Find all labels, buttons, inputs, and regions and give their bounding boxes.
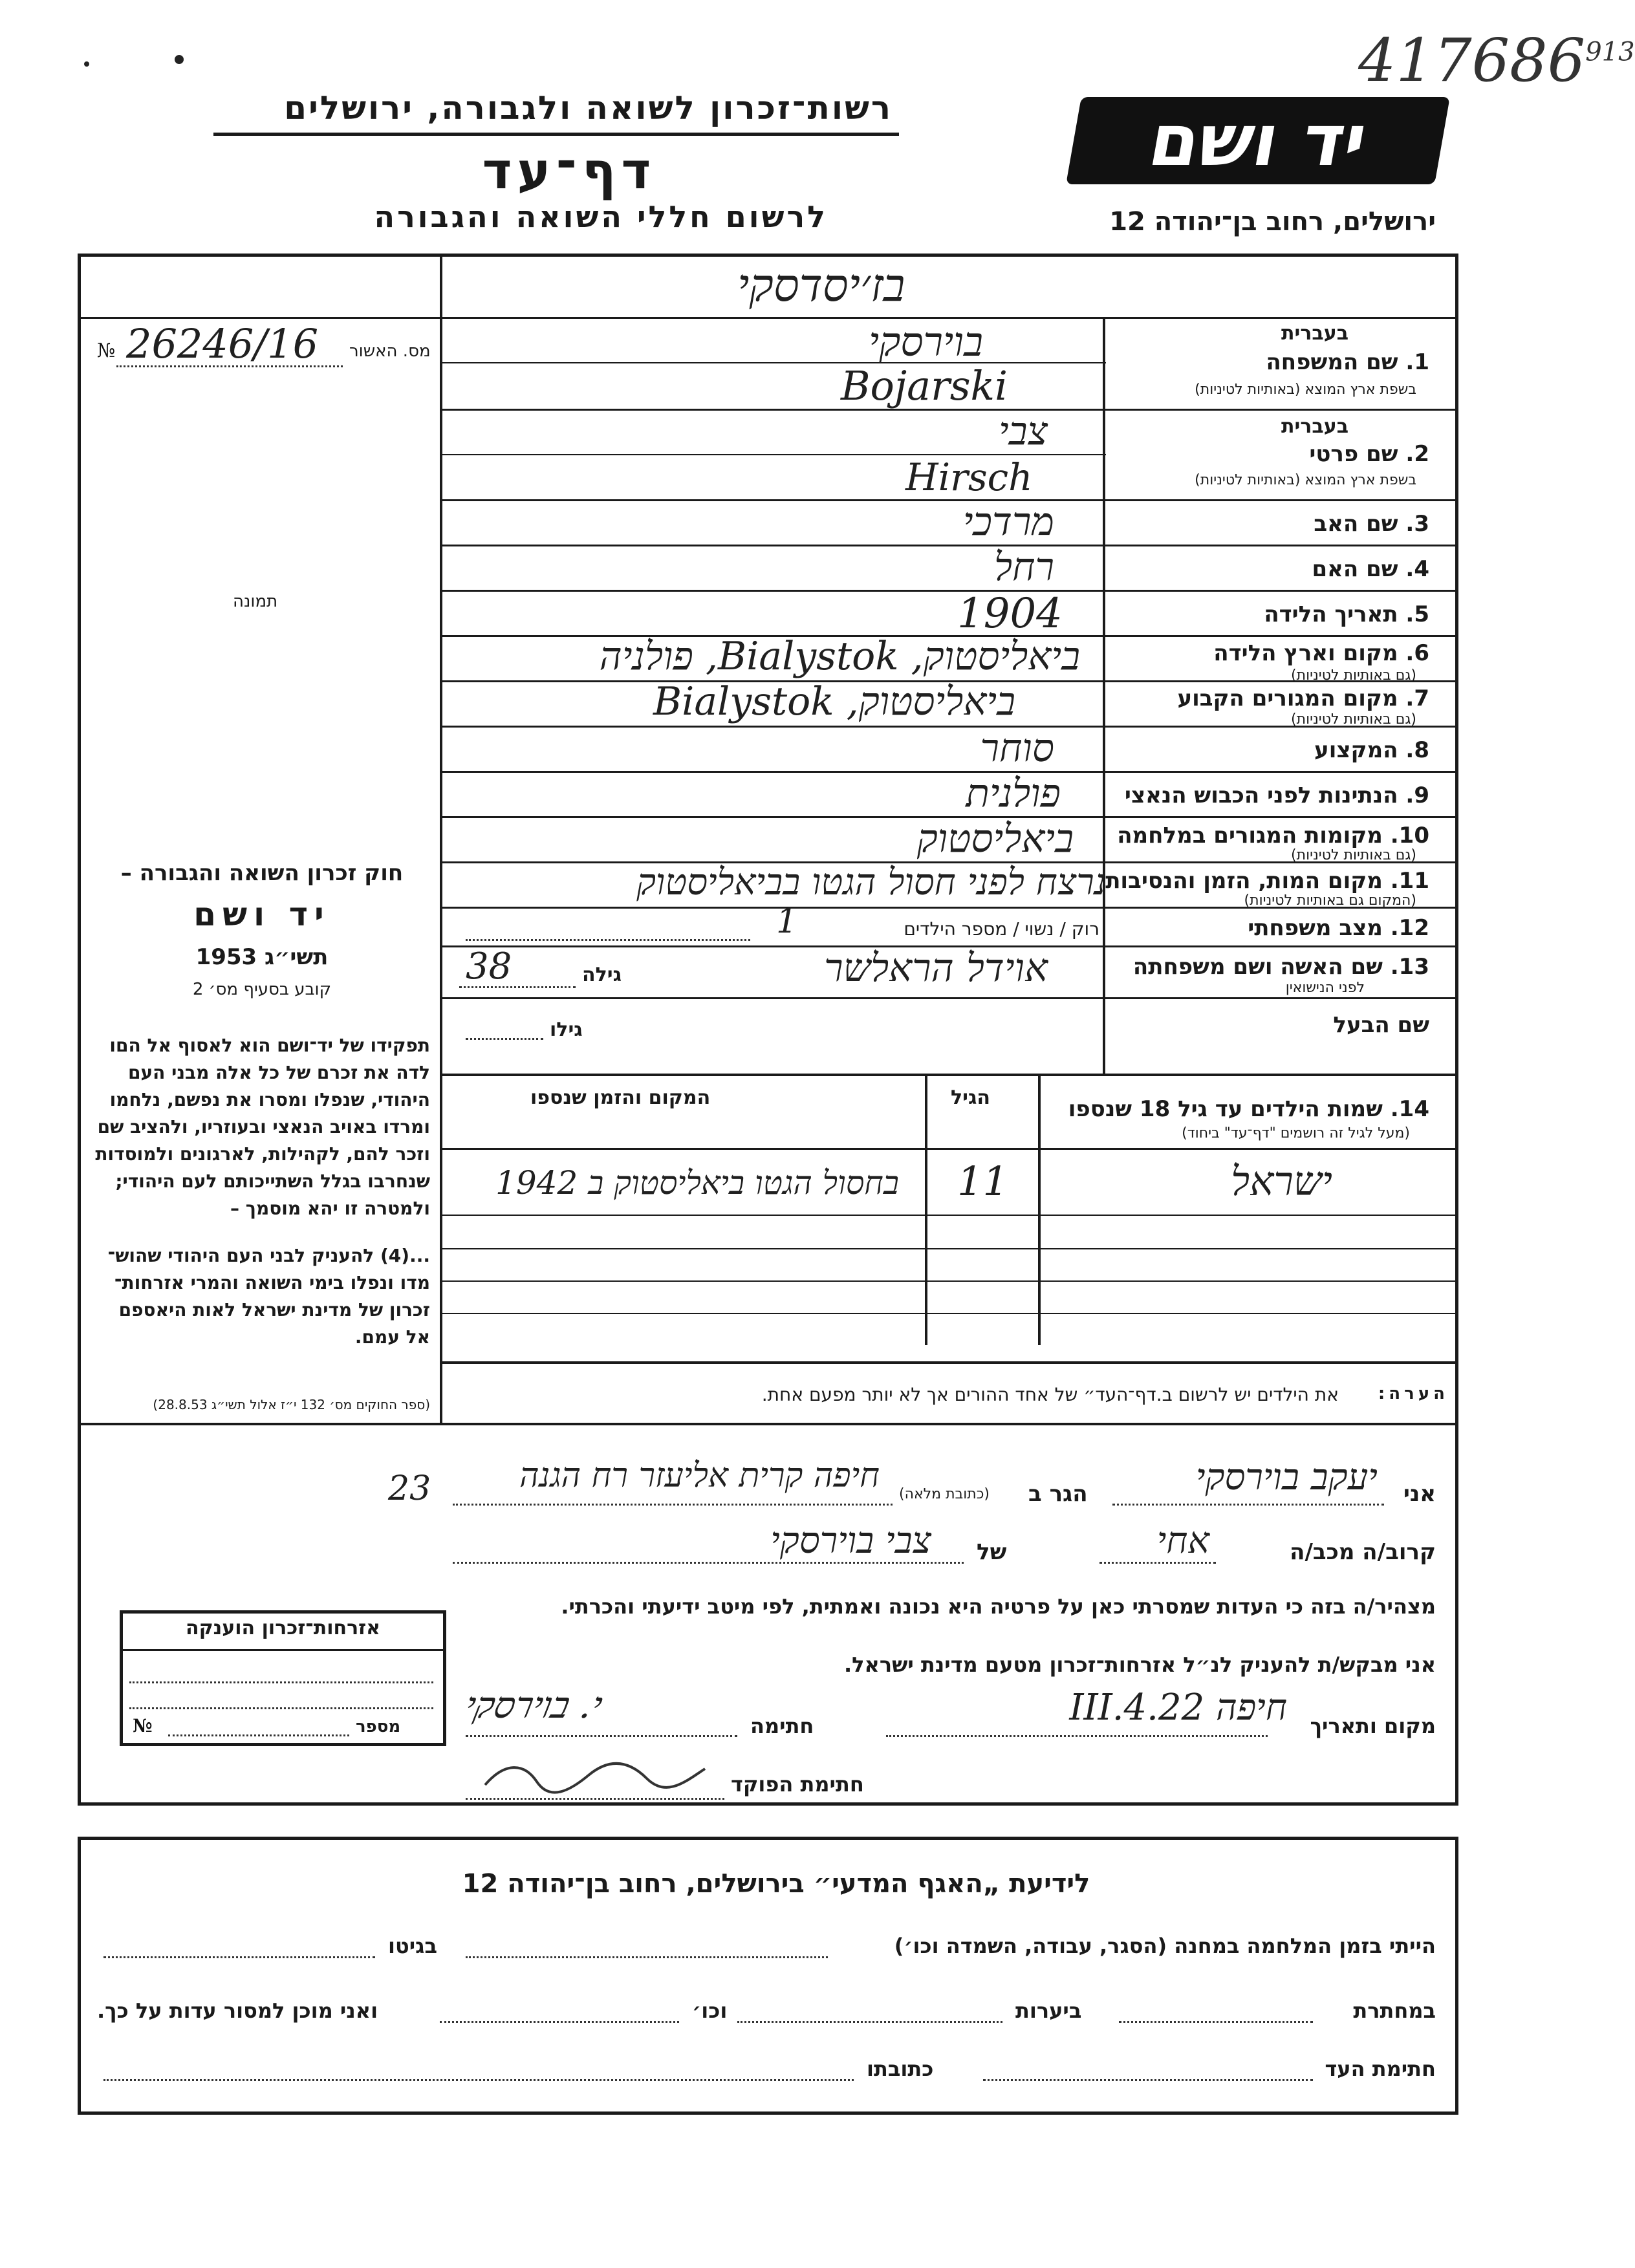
row-line bbox=[440, 1074, 1458, 1076]
field-9-num: 9. bbox=[1405, 783, 1429, 808]
field-1-sub: בשפת ארץ המוצא (באותיות לטיניות) bbox=[1195, 382, 1416, 398]
law-text-line: שנחרבו בגלל השתייכותם לעם היהודי; bbox=[115, 1171, 430, 1192]
law-text-line: אל עמם. bbox=[354, 1326, 430, 1348]
top-name: בז׳יסדסקי bbox=[737, 259, 905, 312]
children-col-line bbox=[1038, 1074, 1041, 1345]
field-4-num: 4. bbox=[1405, 556, 1429, 582]
field-13-age-dotline bbox=[459, 986, 576, 988]
children-label bbox=[1068, 1096, 1429, 1122]
decl-address-dotline bbox=[453, 1504, 893, 1506]
field-2-num: 2. bbox=[1405, 441, 1429, 467]
law-text-line: תפקידו של יד־ושם הוא לאסוף אל הםו bbox=[109, 1035, 430, 1056]
husband-age-label: גילו bbox=[550, 1019, 583, 1041]
children-sub: (מעל לגיל זה רושמים "דף־עד" ביחוד) bbox=[1182, 1125, 1410, 1141]
bottom-line3-dotline-2 bbox=[103, 2079, 854, 2081]
field-1-label-text: שם המשפחה bbox=[1266, 349, 1398, 375]
form-title: דף־עד bbox=[482, 142, 656, 200]
field-7-sub: (גם באותיות לטיניות) bbox=[1291, 711, 1416, 728]
children-row-line bbox=[440, 1215, 1458, 1216]
bottom-line1-dotline bbox=[466, 1956, 828, 1958]
top-name-underline bbox=[78, 317, 1458, 319]
field-11-sub: (המקום גם באותיות לטיניות) bbox=[1244, 892, 1416, 909]
decl-signature-label: חתימה bbox=[750, 1714, 814, 1738]
scan-mark bbox=[84, 61, 89, 67]
field-3-label bbox=[1314, 511, 1429, 537]
field-12-label-text: מצב משפחתי bbox=[1248, 915, 1383, 941]
bottom-line2-dotline-2 bbox=[737, 2021, 1002, 2023]
field-8-num: 8. bbox=[1405, 737, 1429, 763]
bottom-line3-a: חתימת העד bbox=[1325, 2057, 1436, 2081]
archive-number: 417686$^{913}$ bbox=[1358, 26, 1635, 95]
citizenship-box-num-dotline bbox=[168, 1734, 349, 1736]
field-7-value: ביאליסטוק, Bialystok bbox=[653, 679, 1015, 724]
decl-of-value: צבי בוירסקי bbox=[770, 1520, 931, 1562]
field-13-sub: לפני הנישואין bbox=[1285, 980, 1365, 996]
field-5-value: 1904 bbox=[957, 590, 1063, 638]
bottom-line2-dotline-3 bbox=[440, 2021, 679, 2023]
field-13-value: אוידל הראלשר bbox=[824, 945, 1048, 991]
officer-signature bbox=[479, 1756, 711, 1795]
law-text-line: ...(4) להעניק לבני העם היהודי שהוש־ bbox=[107, 1245, 430, 1266]
field-3-value: מרדכי bbox=[962, 499, 1054, 545]
field-6-label bbox=[1213, 640, 1429, 666]
field-9-label-text: הנתינות לפני הכבוש הנאצי bbox=[1124, 783, 1398, 808]
field-5-label bbox=[1264, 601, 1429, 627]
field-13-age-label: גילה bbox=[582, 964, 622, 986]
decl-name-dotline bbox=[1112, 1504, 1384, 1506]
citizenship-box-dotline bbox=[129, 1681, 433, 1683]
field-10-num: 10. bbox=[1390, 823, 1429, 848]
archive-number-super: 913 bbox=[1585, 37, 1635, 67]
decl-relative-label: קרוב/ה מכב/ה bbox=[1290, 1539, 1436, 1565]
note-text: את הילדים יש לרשום ב.דף־העד״ של אחד ההורים אך לא יותר מפעם אחת. bbox=[761, 1384, 1339, 1405]
scan-mark bbox=[175, 55, 184, 64]
decl-statement-2: אני מבקש/ת להעניק לנ״ל אזרחות־זכרון מטעם מדינת ישראל. bbox=[844, 1652, 1436, 1677]
field-5-label-text: תאריך הלידה bbox=[1264, 601, 1398, 627]
decl-lives-at: הגר ב bbox=[1028, 1481, 1088, 1507]
field-8-value: סוחר bbox=[980, 726, 1054, 771]
field-8-label-text: המקצוע bbox=[1314, 737, 1398, 763]
field-3-label-text: שם האב bbox=[1314, 511, 1398, 537]
field-3-num: 3. bbox=[1405, 511, 1429, 537]
logo bbox=[1066, 97, 1450, 184]
decl-relation-value: אחי bbox=[1156, 1520, 1209, 1562]
field-9-value: פולנית bbox=[966, 771, 1061, 816]
law-text-line: לדה את זכרם של כל אלה מבני העם bbox=[128, 1062, 430, 1083]
law-year: תשי״ג 1953 bbox=[195, 944, 329, 970]
field-8-label bbox=[1314, 737, 1429, 763]
decl-statement-1: מצהיר/ה בזה כי העדות שמסרתי כאן על פרטיה היא נכונה ואמתית, לפי מיטב ידיעתי והכרתי. bbox=[561, 1594, 1436, 1619]
decl-officer-label: חתימת הפוקד bbox=[731, 1772, 864, 1797]
field-1-tag: בעברית bbox=[1281, 322, 1348, 345]
decl-of-dotline bbox=[453, 1562, 964, 1564]
children-row-line bbox=[440, 1313, 1458, 1314]
field-13-age-value: 38 bbox=[466, 945, 512, 988]
note-label: הערה: bbox=[1378, 1384, 1449, 1403]
law-name: יד ושם bbox=[193, 896, 330, 933]
field-7-label-text: מקום המגורים הקבוע bbox=[1177, 686, 1398, 711]
bottom-line2-a: במחתרת bbox=[1353, 1998, 1436, 2023]
permit-dotline bbox=[116, 365, 343, 367]
law-text-line: מדו ונפלו בימי השואה והמרי אזרחות־ bbox=[114, 1272, 430, 1293]
field-4-value: רחל bbox=[993, 545, 1054, 590]
decl-address-hint: (כתובת מלאה) bbox=[899, 1486, 990, 1502]
husband-age-dotline bbox=[466, 1038, 543, 1040]
field-4-label bbox=[1312, 556, 1429, 582]
address: ירושלים, רחוב בן־יהודה 12 bbox=[1109, 207, 1436, 237]
frame-top bbox=[78, 254, 1458, 257]
decl-signature-dotline bbox=[466, 1735, 737, 1737]
field-10-label-text: מקומות המגורים במלחמה bbox=[1117, 823, 1383, 848]
frame-right bbox=[1455, 254, 1458, 1806]
children-num: 14. bbox=[1390, 1096, 1429, 1122]
frame-left bbox=[78, 254, 81, 1806]
row-line bbox=[440, 771, 1458, 773]
law-text-line: ולמטרה זו יהא מוסמך – bbox=[230, 1198, 430, 1219]
field-12-status-text: רוק / נשוי / מספר הילדים bbox=[904, 918, 1099, 940]
frame-bottom bbox=[78, 1802, 1458, 1806]
citizenship-box-divider bbox=[120, 1649, 446, 1651]
law-title: חוק זכרון השואה והגבורה – bbox=[120, 860, 404, 886]
row-line bbox=[440, 590, 1458, 592]
decl-of: של bbox=[977, 1539, 1007, 1565]
decl-place-date-label: מקום ותאריך bbox=[1310, 1714, 1436, 1738]
bottom-frame-bottom bbox=[78, 2111, 1458, 2115]
children-header-line bbox=[440, 1148, 1458, 1150]
field-2-tag: בעברית bbox=[1281, 415, 1348, 438]
field-2-value-latin: Hirsch bbox=[905, 455, 1033, 499]
permit-no-sign: № bbox=[97, 340, 116, 362]
field-11-value: נרצח לפני חסול הגטו בביאליסטוק bbox=[636, 861, 1106, 903]
field-6-label-text: מקום וארץ הלידה bbox=[1213, 640, 1398, 666]
children-label-text: שמות הילדים עד גיל 18 שנספו bbox=[1068, 1096, 1383, 1122]
field-12-children-count: 1 bbox=[776, 902, 798, 941]
bottom-line3-dotline bbox=[983, 2079, 1313, 2081]
child-place: בחסול הגטו ביאליסטוק ב 1942 bbox=[495, 1164, 899, 1202]
field-10-label bbox=[1117, 823, 1429, 848]
field-13-label-text: שם האשה ושם משפחתה bbox=[1132, 954, 1383, 980]
bottom-line1-b: בגיטו bbox=[388, 1934, 437, 1958]
citizenship-box-no-sign: № bbox=[133, 1715, 153, 1736]
bottom-line1-a: הייתי בזמן המלחמה במחנה (הסגר, עבודה, השמדה וכו׳) bbox=[894, 1934, 1436, 1958]
law-text-line: זכרון של מדינת ישראל לאות היאספם bbox=[118, 1299, 430, 1321]
field-10-sub: (גם באותיות לטיניות) bbox=[1291, 847, 1416, 863]
law-text-line: וזכר להם, לקהילות, לארגונים ולמוסדות bbox=[95, 1143, 430, 1165]
bottom-line2-dotline bbox=[1119, 2021, 1313, 2023]
law-text-line: ומרדו באויב הנאצי ובעוזריו, ולהציב שם bbox=[97, 1116, 430, 1138]
decl-relation-dotline bbox=[1099, 1562, 1216, 1564]
bottom-line2-c: וכו׳ bbox=[692, 1998, 728, 2023]
field-1-label bbox=[1266, 349, 1429, 375]
note-bottom-line bbox=[78, 1423, 1458, 1425]
decl-date-dotline bbox=[886, 1735, 1268, 1737]
decl-declarant-name: יעקב בוירסקי bbox=[1195, 1456, 1378, 1498]
field-2-label-text: שם פרטי bbox=[1309, 441, 1398, 467]
children-row-line bbox=[440, 1248, 1458, 1249]
field-5-num: 5. bbox=[1405, 601, 1429, 627]
bottom-title: לידיעת „האגף המדעי״ בירושלים, רחוב בן־יהודה 12 bbox=[462, 1869, 1090, 1899]
field-1-value-latin: Bojarski bbox=[841, 362, 1008, 409]
field-12-label bbox=[1248, 915, 1429, 941]
form-subtitle: לרשום חללי השואה והגבורה bbox=[374, 199, 828, 234]
permit-value: 26246/16 bbox=[126, 320, 319, 367]
bottom-line2-b: ביערות bbox=[1015, 1998, 1082, 2023]
law-section: קובע בסעיף מס׳ 2 bbox=[192, 980, 332, 999]
field-11-label bbox=[1105, 868, 1429, 894]
children-col-line bbox=[925, 1074, 927, 1345]
authority-line: רשות־זכרון לשואה ולגבורה, ירושלים bbox=[284, 89, 893, 127]
children-row-line bbox=[440, 1280, 1458, 1282]
field-6-num: 6. bbox=[1405, 640, 1429, 666]
field-2-value-hebrew: צבי bbox=[998, 409, 1048, 454]
decl-house-no: 23 bbox=[388, 1469, 431, 1508]
field-2-label bbox=[1309, 441, 1429, 467]
field-13-label bbox=[1133, 954, 1429, 980]
husband-label: שם הבעל bbox=[1333, 1012, 1429, 1038]
field-12-dotline bbox=[466, 939, 750, 941]
field-1-value-hebrew: בוירסקי bbox=[868, 318, 983, 365]
row-line bbox=[440, 545, 1458, 546]
bottom-line1-dotline-2 bbox=[103, 1956, 375, 1958]
decl-officer-dotline bbox=[466, 1798, 724, 1800]
law-reference: (ספר החוקים מס׳ 132 י״ז אלול תשי״ג 28.8.53) bbox=[153, 1397, 430, 1412]
children-col-age: הגיל bbox=[951, 1086, 990, 1109]
permit-label: מס. האשור bbox=[349, 341, 431, 361]
note-top-line bbox=[440, 1361, 1458, 1364]
field-6-sub: (גם באותיות לטיניות) bbox=[1291, 667, 1416, 684]
bottom-line2-d: ואני מוכן למסור עדות על כך. bbox=[97, 1998, 378, 2023]
field-10-value: ביאליסטוק bbox=[916, 816, 1074, 861]
authority-underline bbox=[213, 133, 899, 136]
bottom-frame-right bbox=[1455, 1837, 1458, 2115]
bottom-frame-top bbox=[78, 1837, 1458, 1840]
field-11-label-text: מקום המות, הזמן והנסיבות bbox=[1105, 868, 1383, 894]
photo-label: תמונה bbox=[233, 592, 278, 611]
bottom-line3-b: כתובתו bbox=[867, 2057, 934, 2081]
field-1-num: 1. bbox=[1405, 349, 1429, 375]
field-7-label bbox=[1177, 686, 1429, 711]
decl-ani: אני bbox=[1403, 1481, 1436, 1507]
citizenship-box-dotline bbox=[129, 1707, 433, 1709]
field-6-value: ביאליסטוק, Bialystok, פולניה bbox=[599, 634, 1080, 679]
row-line bbox=[440, 997, 1458, 999]
label-col-divider bbox=[1103, 317, 1105, 1074]
children-col-place: המקום והזמן שנספו bbox=[530, 1086, 711, 1109]
field-7-num: 7. bbox=[1405, 686, 1429, 711]
decl-signature-value: י. בוירסקי bbox=[461, 1685, 607, 1727]
decl-address-value: חיפה קרית אליעזר רח הגנה bbox=[519, 1456, 880, 1495]
bottom-frame-left bbox=[78, 1837, 81, 2115]
decl-place-date-value: חיפה 22.III.4 bbox=[1069, 1687, 1287, 1729]
logo-text: יד ושם bbox=[1143, 99, 1373, 182]
row-line bbox=[440, 499, 1458, 501]
field-4-label-text: שם האם bbox=[1312, 556, 1398, 582]
citizenship-box-number-label: מספר bbox=[356, 1717, 401, 1736]
field-12-num: 12. bbox=[1390, 915, 1429, 941]
field-11-num: 11. bbox=[1390, 868, 1429, 894]
child-age: 11 bbox=[957, 1158, 1008, 1205]
law-text-line: היהודי, שנפלו ומסרו את נפשם, נלחמו bbox=[109, 1089, 430, 1110]
field-9-label bbox=[1125, 783, 1429, 808]
citizenship-box-title: אזרחות־זכרון הוענקה bbox=[185, 1617, 381, 1639]
child-name: ישראל bbox=[1231, 1158, 1332, 1205]
field-13-num: 13. bbox=[1390, 954, 1429, 980]
field-2-sub: בשפת ארץ המוצא (באותיות לטיניות) bbox=[1195, 472, 1416, 488]
